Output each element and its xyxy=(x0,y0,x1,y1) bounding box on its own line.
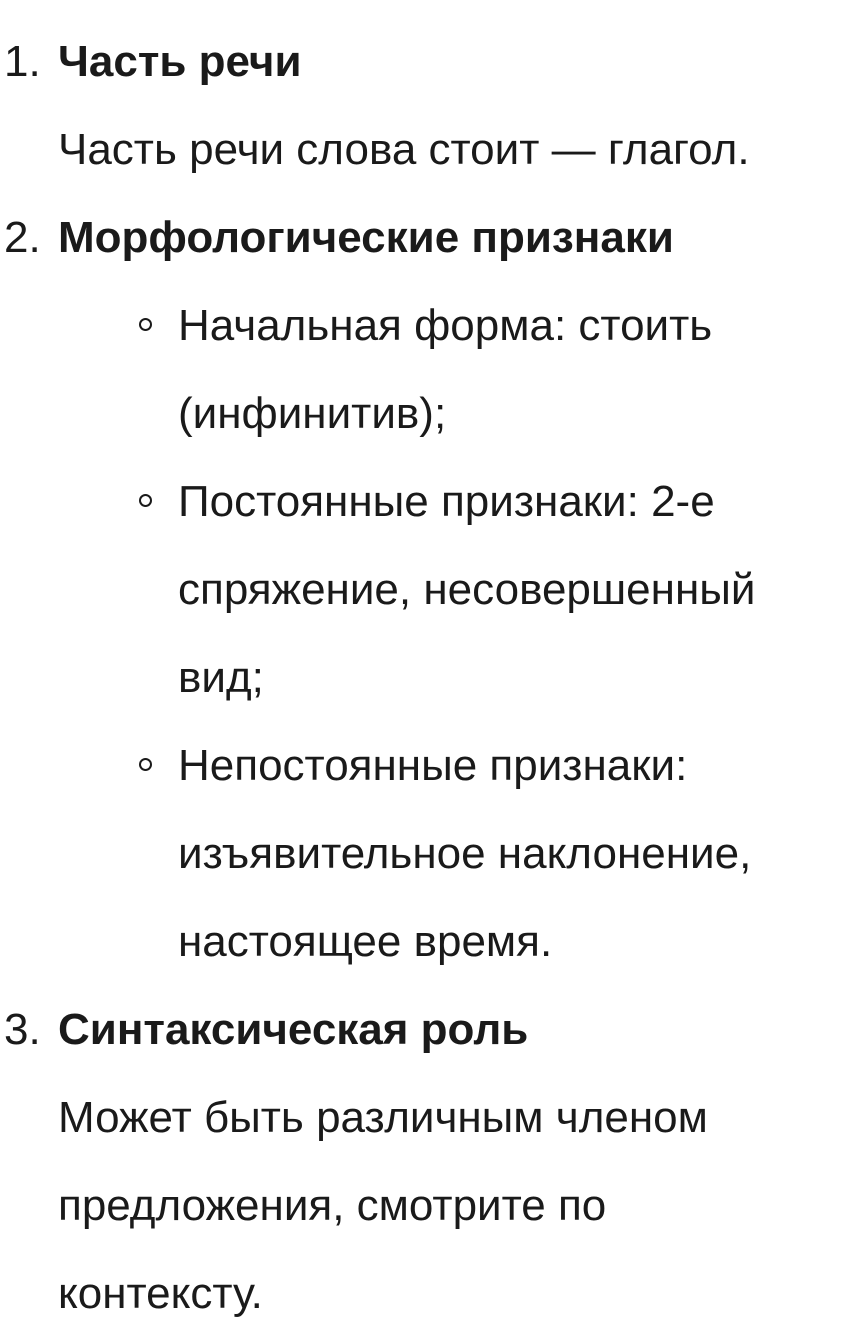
list-item-line: Непостоянные признаки: xyxy=(178,741,688,790)
list-item-line: (инфинитив); xyxy=(178,389,447,438)
section-part-of-speech xyxy=(0,18,864,194)
circle-bullet-icon xyxy=(139,494,152,507)
list-item-line: вид; xyxy=(178,653,264,702)
paragraph-line: контексту. xyxy=(58,1269,263,1318)
section-heading-row xyxy=(0,986,864,1074)
list-item-line: спряжение, несовершенный xyxy=(178,565,756,614)
list-item-line: изъявительное наклонение, xyxy=(178,829,752,878)
section-paragraph xyxy=(0,1074,864,1338)
list-item xyxy=(0,722,864,986)
section-number: 1. xyxy=(4,37,41,86)
section-paragraph xyxy=(0,106,864,194)
paragraph-line: Часть речи слова стоит — глагол. xyxy=(58,125,750,174)
list-item-line: Постоянные признаки: 2-е xyxy=(178,477,715,526)
list-item xyxy=(0,282,864,458)
section-heading: Синтаксическая роль xyxy=(58,1005,529,1054)
section-heading: Морфологические признаки xyxy=(58,213,674,262)
section-heading-row xyxy=(0,18,864,106)
list-item xyxy=(0,458,864,722)
section-syntax-role xyxy=(0,986,864,1338)
list-item-line: Начальная форма: стоить xyxy=(178,301,713,350)
section-heading: Часть речи xyxy=(58,37,302,86)
paragraph-line: предложения, смотрите по xyxy=(58,1181,607,1230)
section-heading-row xyxy=(0,194,864,282)
section-number: 2. xyxy=(4,213,41,262)
morphology-list xyxy=(0,282,864,986)
list-item-line: настоящее время. xyxy=(178,917,553,966)
section-morphology xyxy=(0,194,864,986)
section-number: 3. xyxy=(4,1005,41,1054)
circle-bullet-icon xyxy=(139,758,152,771)
paragraph-line: Может быть различным членом xyxy=(58,1093,708,1142)
circle-bullet-icon xyxy=(139,318,152,331)
